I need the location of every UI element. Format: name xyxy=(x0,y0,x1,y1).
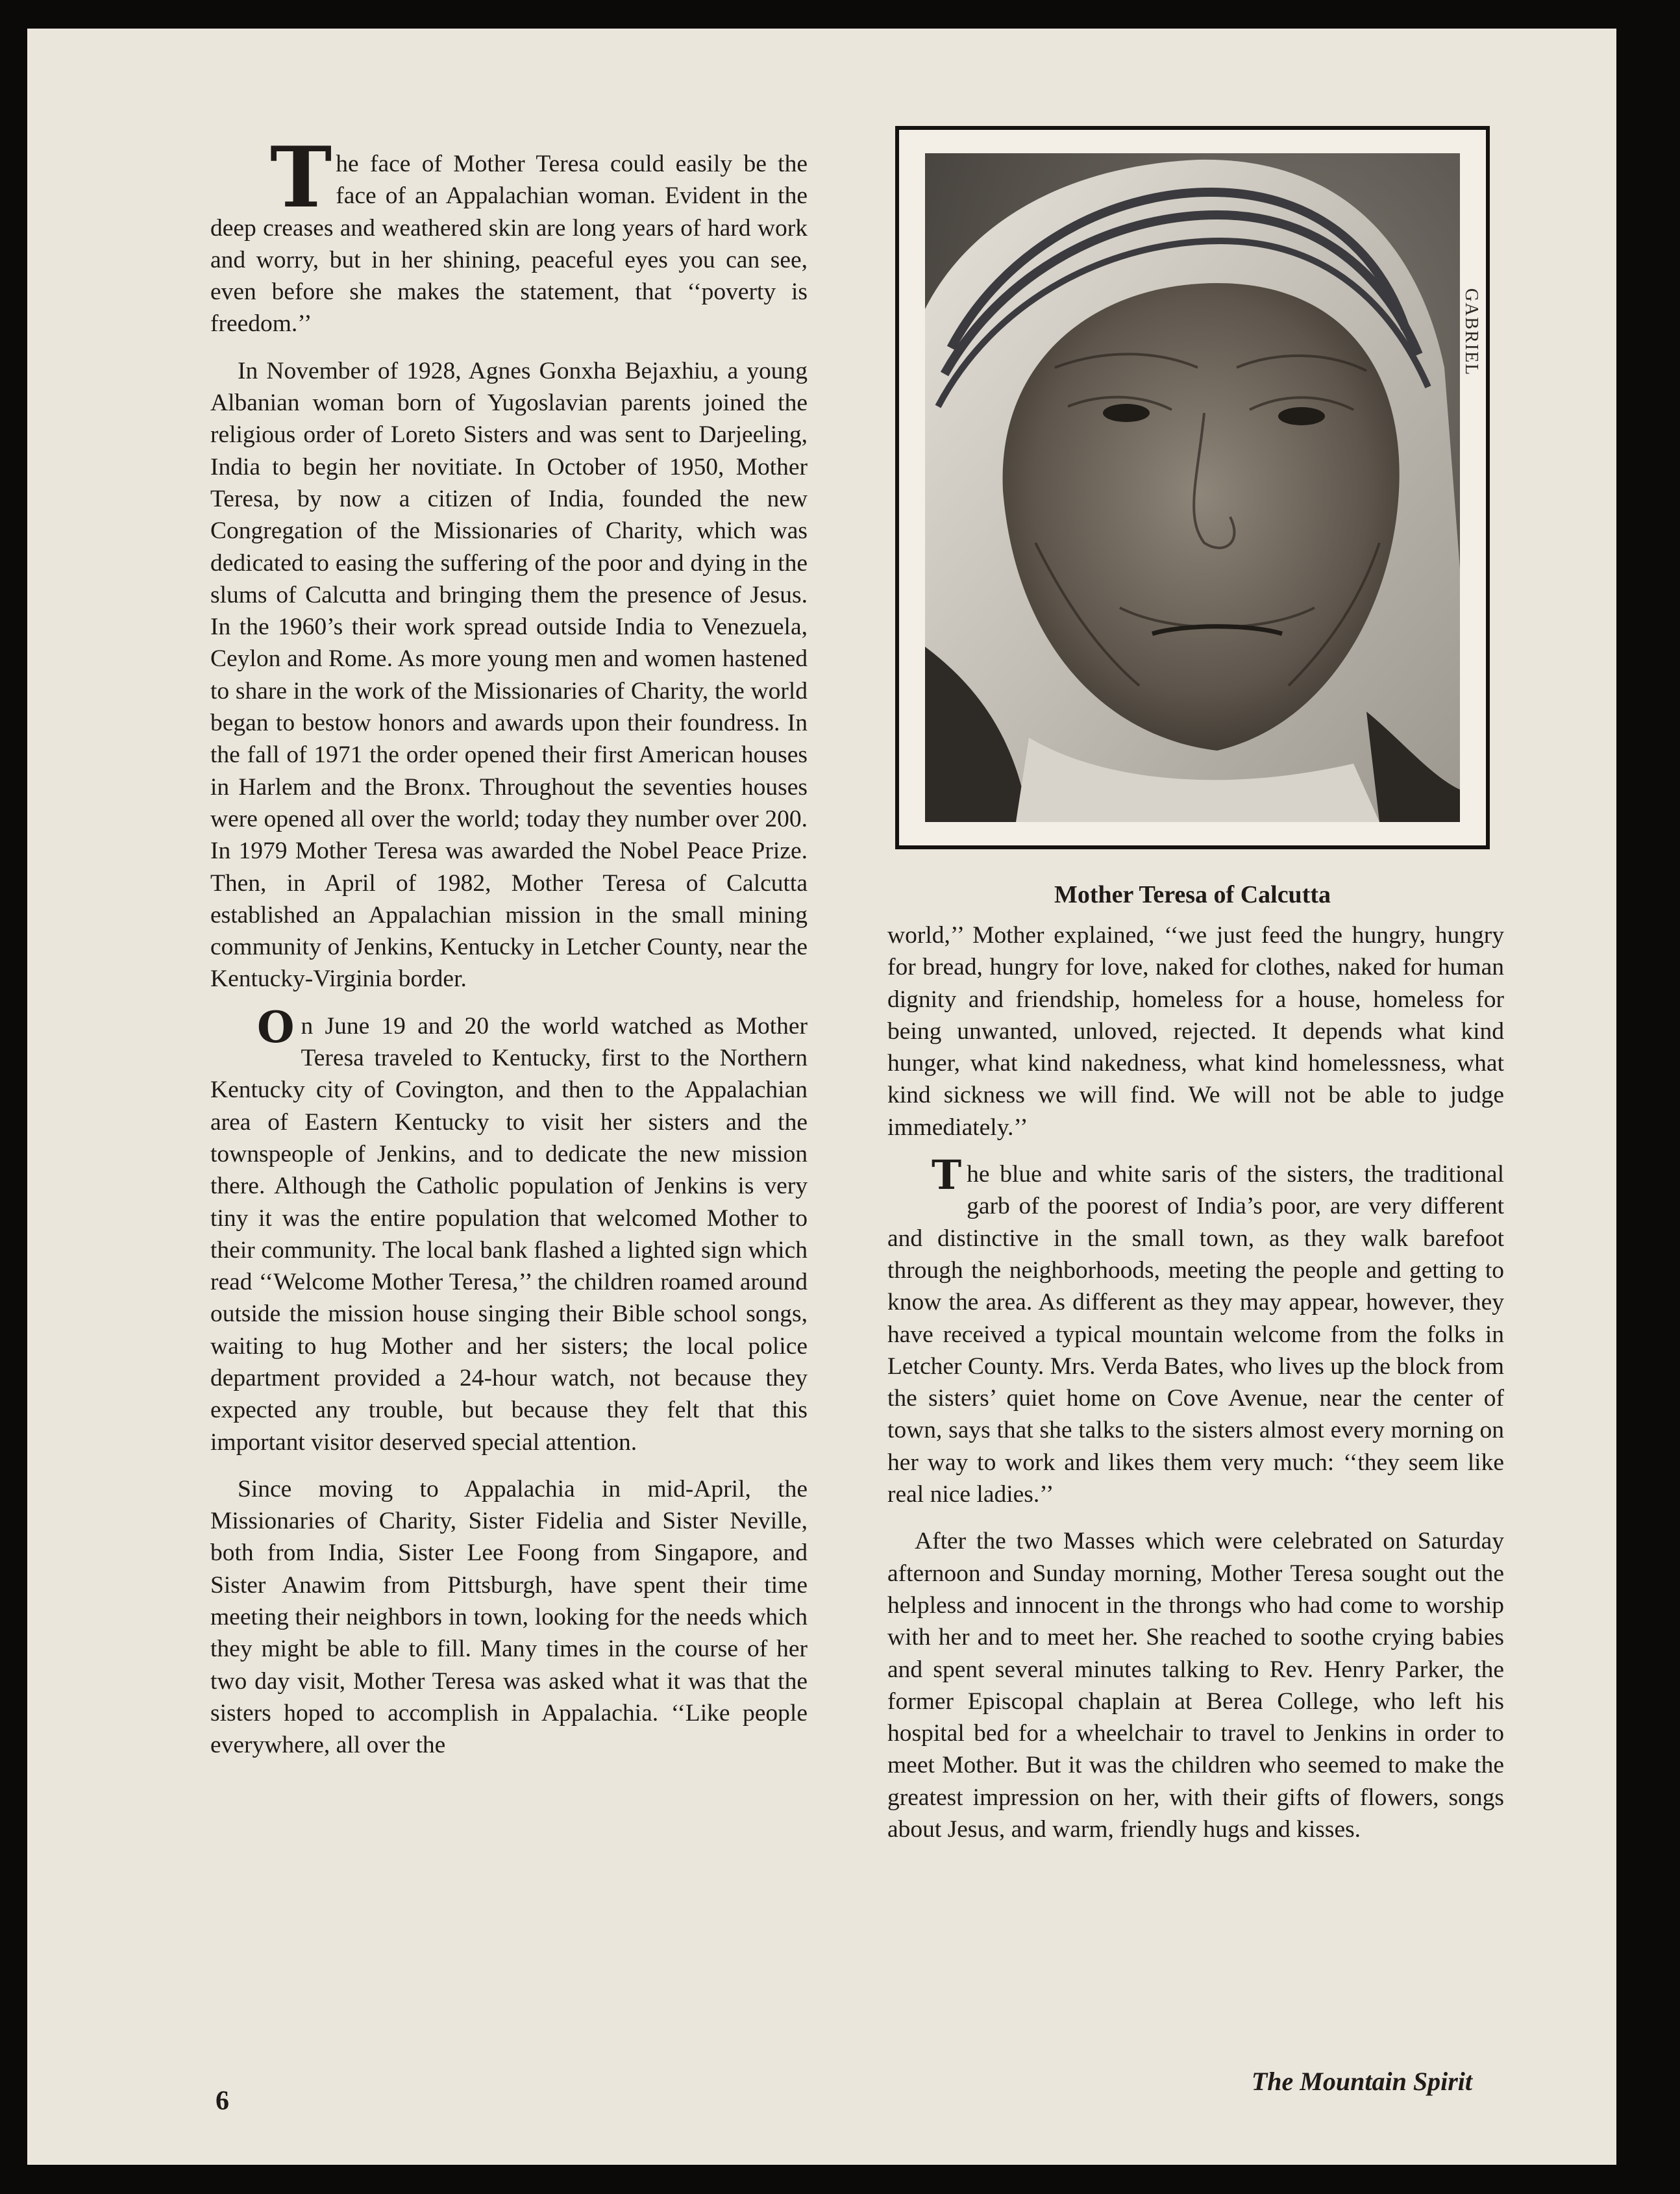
portrait-photo xyxy=(925,153,1460,822)
drop-cap: O xyxy=(257,1001,295,1053)
paragraph-text: n June 19 and 20 the world watched as Mother Teresa traveled to Kentucky, first to the Northern Kentucky city of Covington, and then to the Appalachian area of Eastern Kentucky to visit her sisters and the townspeople of Jenkins, and to dedicate the new mission there. Although the Catholic population of Jenkins is very tiny it was the entire population that welcomed Mother to their community. The local bank flashed a lighted sign which read ‘‘Welcome Mother Teresa,’’ the children roamed around outside the mission house singing their Bible school songs, waiting to hug Mother and her sisters; the local police department provided a 24-hour watch, not because they expected any trouble, but because they felt that this important visitor deserved special attention. xyxy=(210,1012,808,1456)
paragraph-visit xyxy=(210,1001,808,1458)
paragraph-masses: After the two Masses which were celebrated on Saturday afternoon and Sunday morning, Mother Teresa sought out the helpless and innocent in the throngs who had come to worship with her and to meet her. She reached to soothe crying babies and spent several minutes talking to Rev. Henry Parker, the former Episcopal chaplain at Berea College, who left his hospital bed for a wheelchair to travel to Jenkins in order to meet Mother. But it was the children who seemed to make the greatest impression on her, with their gifts of flowers, songs about Jesus, and warm, friendly hugs and kisses. xyxy=(887,1528,1504,1843)
paragraph-intro xyxy=(210,129,808,340)
photo-caption: Mother Teresa of Calcutta xyxy=(1054,881,1331,908)
paragraph-history: In November of 1928, Agnes Gonxha Bejaxhiu, a young Albanian woman born of Yugoslavian parents joined the religious order of Loreto Sisters and was sent to Darjeeling, India to begin her novitiate. In October of 1950, Mother Teresa, by now a citizen of India, founded the new Congregation of the Missionaries of Charity, which was dedicated to easing the suffering of the poor and dying in the slums of Calcutta and bringing them the presence of Jesus. In the 1960’s their work spread outside India to Venezuela, Ceylon and Rome. As more young men and women hastened to share in the work of the Missionaries of Charity, the world began to bestow honors and awards upon their foundress. In the fall of 1971 the order opened their first American houses in Harlem and the Bronx. Throughout the seventies houses were opened all over the world; today they number over 200. In 1979 Mother Teresa was awarded the Nobel Peace Prize. Then, in April of 1982, Mother Teresa of Calcutta established an Appalachian mission in the small mining community of Jenkins, Kentucky in Letcher County, near the Kentucky-Virginia border. xyxy=(210,357,808,993)
paragraph-text: he face of Mother Teresa could easily be the face of an Appalachian woman. Evident in the deep creases and weathered skin are long years of hard work and worry, but in her shining, peaceful eyes you can see, even before she makes the statement, that ‘‘poverty is freedom.’’ xyxy=(210,151,808,338)
paragraph-text: he blue and white saris of the sisters, the traditional garb of the poorest of India’s poor, are very different and distinctive in the small town, as they walk barefoot through the neighborhoods, meeting the people and getting to know the area. As different as they may appear, however, they have received a typical mountain welcome from the folks in Letcher County. Mrs. Verda Bates, who lives up the block from the sisters’ quiet home on Cove Avenue, near the center of town, says that she talks to the sisters almost every morning on her way to work and likes them very much: ‘‘they seem like real nice ladies.’’ xyxy=(887,1161,1504,1508)
right-column xyxy=(887,919,1504,1860)
paragraph-saris xyxy=(887,1151,1504,1510)
publication-name: The Mountain Spirit xyxy=(1251,2067,1472,2096)
photo-frame xyxy=(895,126,1490,849)
photo-credit: GABRIEL xyxy=(1461,288,1481,377)
paragraph-quote: world,’’ Mother explained, ‘‘we just feed the hungry, hungry for bread, hungry for love, naked for clothes, naked for human dignity and friendship, homeless for a house, homeless for being unwanted, unloved, rejected. It depends what kind hunger, what kind nakedness, what kind homelessness, what kind sickness we will find. We will not be able to judge immediately.’’ xyxy=(887,922,1504,1141)
drop-cap: T xyxy=(270,129,332,227)
left-column xyxy=(210,129,808,1776)
paragraph-sisters: Since moving to Appalachia in mid-April, the Missionaries of Charity, Sister Fidelia and Sister Neville, both from India, Sister Lee Foong from Singapore, and Sister Anawim from Pittsburgh, have spent their time meeting their neighbors in town, looking for the needs which they might be able to fill. Many times in the course of her two day visit, Mother Teresa was asked what it was that the sisters hoped to accomplish in Appalachia. ‘‘Like people everywhere, all over the xyxy=(210,1475,808,1759)
page-number: 6 xyxy=(216,2086,229,2116)
portrait-illustration xyxy=(925,153,1460,822)
magazine-page xyxy=(27,29,1616,2165)
drop-cap: T xyxy=(932,1151,962,1199)
